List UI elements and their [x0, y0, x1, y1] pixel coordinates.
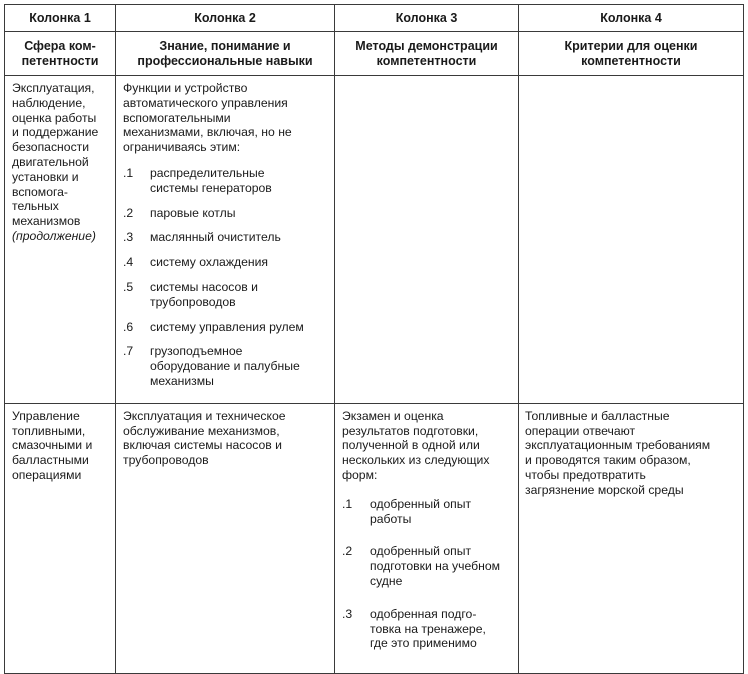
list-item [123, 230, 331, 245]
text-line: Методы демонстрации [355, 38, 498, 53]
text-line: полученной в одной или [342, 438, 480, 453]
competence-text [12, 81, 112, 229]
item-number: .7 [123, 344, 134, 359]
list-item [123, 320, 331, 335]
list-item [123, 166, 331, 196]
item-number: .1 [123, 165, 134, 180]
subheader-col3 [335, 32, 519, 76]
text-line: тельных [12, 199, 59, 214]
text-line: Управление [12, 408, 80, 423]
text-line: судне [370, 573, 403, 588]
text-line: одобренный опыт [370, 544, 472, 559]
item-number: .6 [123, 319, 134, 334]
text-line: ограничиваясь этим: [123, 140, 241, 155]
competence-table [4, 4, 744, 674]
methods-intro [342, 409, 514, 483]
competence-text [12, 409, 112, 483]
competence-cell [5, 403, 116, 673]
text-line: Знание, понимание и [159, 38, 291, 53]
text-line: и поддержание [12, 125, 99, 140]
header-row [5, 5, 744, 32]
text-line: систему управления рулем [150, 319, 304, 334]
text-line: операциями [12, 467, 82, 482]
text-line: Функции и устройство [123, 81, 248, 95]
text-line: двигательной [12, 154, 89, 169]
item-text [150, 344, 331, 388]
item-text [150, 206, 331, 221]
text-line: Критерии для оценки [564, 38, 698, 53]
text-line: одобренная подго- [370, 606, 477, 621]
subheader-col4 [519, 32, 744, 76]
text-line: оценка работы [12, 110, 97, 125]
criteria-text [525, 409, 739, 498]
knowledge-cell [116, 403, 335, 673]
text-line: товка на тренажере, [370, 621, 486, 636]
item-number: .3 [342, 606, 353, 621]
text-line: операции отвечают [525, 423, 636, 438]
text-line: Сфера ком- [24, 38, 96, 53]
text-line: нескольких из следующих [342, 453, 490, 468]
table-row [5, 76, 744, 404]
list-item [123, 206, 331, 221]
text-line: паровые котлы [150, 205, 236, 220]
text-line: наблюдение, [12, 95, 86, 110]
text-line: где это применимо [370, 636, 477, 651]
text-line: подготовки на учебном [370, 559, 500, 574]
item-text [370, 544, 514, 588]
text-line: петентности [21, 53, 99, 68]
subheader-col1 [5, 32, 116, 76]
text-line: работы [370, 511, 412, 526]
item-text [150, 166, 331, 196]
competence-cell [5, 76, 116, 404]
text-line: Эксплуатация и техническое [123, 408, 286, 423]
text-line: оборудование и палубные [150, 359, 300, 374]
text-line: Экзамен и оценка [342, 408, 444, 423]
text-line: грузоподъемное [150, 344, 243, 359]
item-text [150, 255, 331, 270]
text-line: автоматического управления [123, 95, 288, 110]
criteria-cell [519, 403, 744, 673]
text-line: и проводятся таким образом, [525, 453, 691, 468]
text-line: установки и [12, 169, 79, 184]
text-line: Эксплуатация, [12, 81, 95, 95]
text-line: эксплуатационным требованиям [525, 438, 711, 453]
list-item [123, 280, 331, 310]
item-number: .5 [123, 279, 134, 294]
text-line: системы насосов и [150, 279, 258, 294]
item-text [370, 607, 514, 651]
header-col3: Колонка 3 [335, 5, 519, 32]
item-text [150, 230, 331, 245]
item-number: .3 [123, 230, 134, 245]
item-text [150, 320, 331, 335]
list-item [342, 497, 514, 527]
text-line: загрязнение морской среды [525, 482, 684, 497]
methods-cell [335, 403, 519, 673]
continuation-note: (продолжение) [12, 228, 96, 243]
text-line: результатов подготовки, [342, 423, 479, 438]
item-number: .4 [123, 255, 134, 270]
text-line: систему охлаждения [150, 255, 269, 270]
item-text [150, 280, 331, 310]
header-col1: Колонка 1 [5, 5, 116, 32]
text-line: топливными, [12, 423, 86, 438]
text-line: безопасности [12, 140, 90, 155]
knowledge-intro [123, 81, 331, 155]
text-line: механизмов [12, 214, 81, 229]
text-line: механизмами, включая, но не [123, 125, 292, 140]
text-line: компетентности [376, 53, 477, 68]
text-line: системы генераторов [150, 180, 272, 195]
text-line: смазочными и [12, 438, 93, 453]
text-line: обслуживание механизмов, [123, 423, 280, 438]
text-line: распределительные [150, 165, 265, 180]
knowledge-list [123, 166, 331, 389]
item-text [370, 497, 514, 527]
text-line: включая системы насосов и [123, 438, 282, 453]
knowledge-text [123, 409, 331, 468]
item-number: .2 [123, 205, 134, 220]
subheader-row [5, 32, 744, 76]
text-line: трубопроводов [150, 294, 236, 309]
text-line: маслянный очиститель [150, 230, 281, 245]
header-col4: Колонка 4 [519, 5, 744, 32]
header-col2: Колонка 2 [116, 5, 335, 32]
text-line: одобренный опыт [370, 496, 472, 511]
list-item [123, 255, 331, 270]
text-line: вспомога- [12, 184, 68, 199]
table-row [5, 403, 744, 673]
subheader-col2 [116, 32, 335, 76]
item-number: .1 [342, 496, 353, 511]
methods-list [342, 497, 514, 651]
criteria-cell-empty [519, 76, 744, 404]
text-line: балластными [12, 453, 89, 468]
text-line: чтобы предотвратить [525, 467, 646, 482]
text-line: трубопроводов [123, 453, 209, 468]
text-line: механизмы [150, 373, 214, 388]
text-line: профессиональные навыки [137, 53, 313, 68]
methods-cell-empty [335, 76, 519, 404]
text-line: Топливные и балластные [525, 408, 670, 423]
list-item [342, 544, 514, 588]
text-line: вспомогательными [123, 110, 231, 125]
knowledge-cell [116, 76, 335, 404]
text-line: форм: [342, 467, 378, 482]
list-item [123, 344, 331, 388]
text-line: компетентности [581, 53, 681, 68]
item-number: .2 [342, 544, 353, 559]
list-item [342, 607, 514, 651]
